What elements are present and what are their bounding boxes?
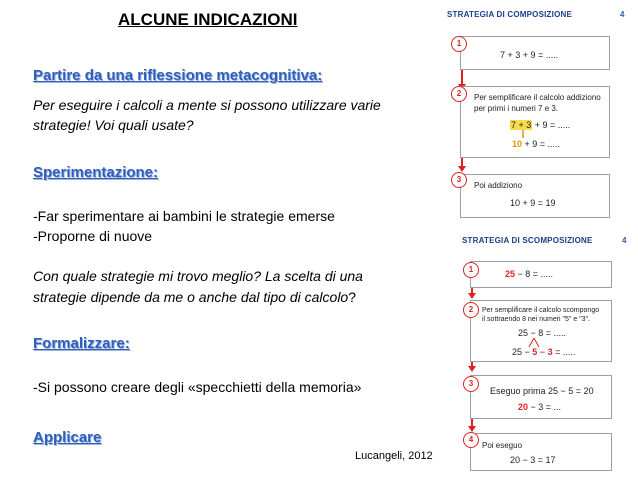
s2-question-2 [33, 287, 356, 307]
comp-step-2-num: 2 [451, 86, 467, 102]
s2-bullet-2: -Proporne di nuove [33, 228, 153, 244]
comp-step-2-text-1: Per semplificare il calcolo addiziono [474, 93, 601, 102]
decomp-step-1-red: 25 [505, 269, 516, 279]
decomp-step-3-eq [518, 402, 561, 412]
panel-composition-title: STRATEGIA DI COMPOSIZIONE [447, 10, 573, 19]
panel-decomposition-title: STRATEGIA DI SCOMPOSIZIONE [462, 236, 593, 245]
decomp-step-4-eq: 20 − 3 = 17 [510, 455, 556, 465]
decomp-step-2-num: 2 [463, 302, 479, 318]
decomp-step-4-num: 4 [463, 432, 479, 448]
s1-line-1: Per eseguire i calcoli a mente si possono utilizzare varie [33, 97, 381, 113]
comp-step-2-value: 10 [512, 139, 523, 149]
heading-apply: Applicare [33, 429, 102, 446]
s2-question-2-mark: ? [348, 289, 357, 305]
decomp-step-4-text: Poi eseguo [482, 441, 523, 450]
decomp-step-4-box [470, 433, 612, 471]
decomp-step-3-box [470, 375, 612, 419]
s1-line-2: strategie! Voi quali usate? [33, 117, 194, 133]
comp-step-3-num: 3 [451, 172, 467, 188]
panel-composition-mark: 4 [620, 10, 625, 19]
comp-highlight: 7 + 3 [511, 120, 532, 130]
page-title: ALCUNE INDICAZIONI [118, 10, 298, 29]
decomp-eq2-b: 5 [532, 347, 538, 357]
s2-question-2-text: strategie dipende da me o anche dal tipo di calcolo [33, 289, 349, 305]
decomp-step-3-num: 3 [463, 376, 479, 392]
comp-step-2-eq-2 [512, 139, 560, 149]
decomp-step-2-eq-2 [512, 347, 575, 357]
comp-step-3-eq: 10 + 9 = 19 [510, 198, 556, 208]
decomp-step-3-text: Eseguo prima 25 − 5 = 20 [490, 386, 594, 396]
decomp-eq2-d: 3 [547, 347, 553, 357]
heading-metacognitive: Partire da una riflessione metacognitiva: [33, 67, 323, 84]
s2-bullet-1: -Far sperimentare ai bambini le strategie emerse [33, 208, 335, 224]
decomp-step-1-eq [505, 269, 553, 279]
decomp-step-1-num: 1 [463, 262, 479, 278]
s2-question-1: Con quale strategie mi trovo meglio? La scelta di una [33, 268, 363, 284]
decomp-step-2-text-1: Per semplificare il calcolo scompongo [482, 307, 600, 314]
decomp-step-3-rest: − 3 = ... [528, 402, 562, 412]
decomp-step-1-rest: − 8 = ..... [515, 269, 554, 279]
decomp-step-2-text-2: il sottraendo 8 nei numeri "5" e "3". [482, 316, 590, 323]
decomp-step-2-eq-1: 25 − 8 = ..... [518, 328, 567, 338]
comp-step-2-eq-2-rest: + 9 = ..... [522, 139, 561, 149]
decomp-eq2-a: 25 − [512, 347, 533, 357]
decomp-eq2-c: − [537, 347, 548, 357]
heading-experimentation: Sperimentazione: [33, 164, 159, 181]
comp-step-2-text-2: per primi i numeri 7 e 3. [474, 104, 559, 113]
heading-formalize: Formalizzare: [33, 335, 130, 352]
panel-decomposition-mark: 4 [622, 236, 627, 245]
comp-step-2-eq-1-rest: + 9 = ..... [532, 120, 571, 130]
arrow-3 [468, 293, 476, 299]
decomp-eq2-e: = ..... [552, 347, 576, 357]
decomp-step-3-red: 20 [518, 402, 529, 412]
arrow-4 [468, 366, 476, 372]
comp-step-1-eq: 7 + 3 + 9 = ..... [500, 50, 559, 60]
s3-line: -Si possono creare degli «specchietti della memoria» [33, 379, 362, 395]
comp-step-3-text: Poi addiziono [474, 181, 523, 190]
comp-step-1-num: 1 [451, 36, 467, 52]
comp-step-2-eq-1 [510, 120, 570, 130]
credit: Lucangeli, 2012 [355, 450, 433, 462]
